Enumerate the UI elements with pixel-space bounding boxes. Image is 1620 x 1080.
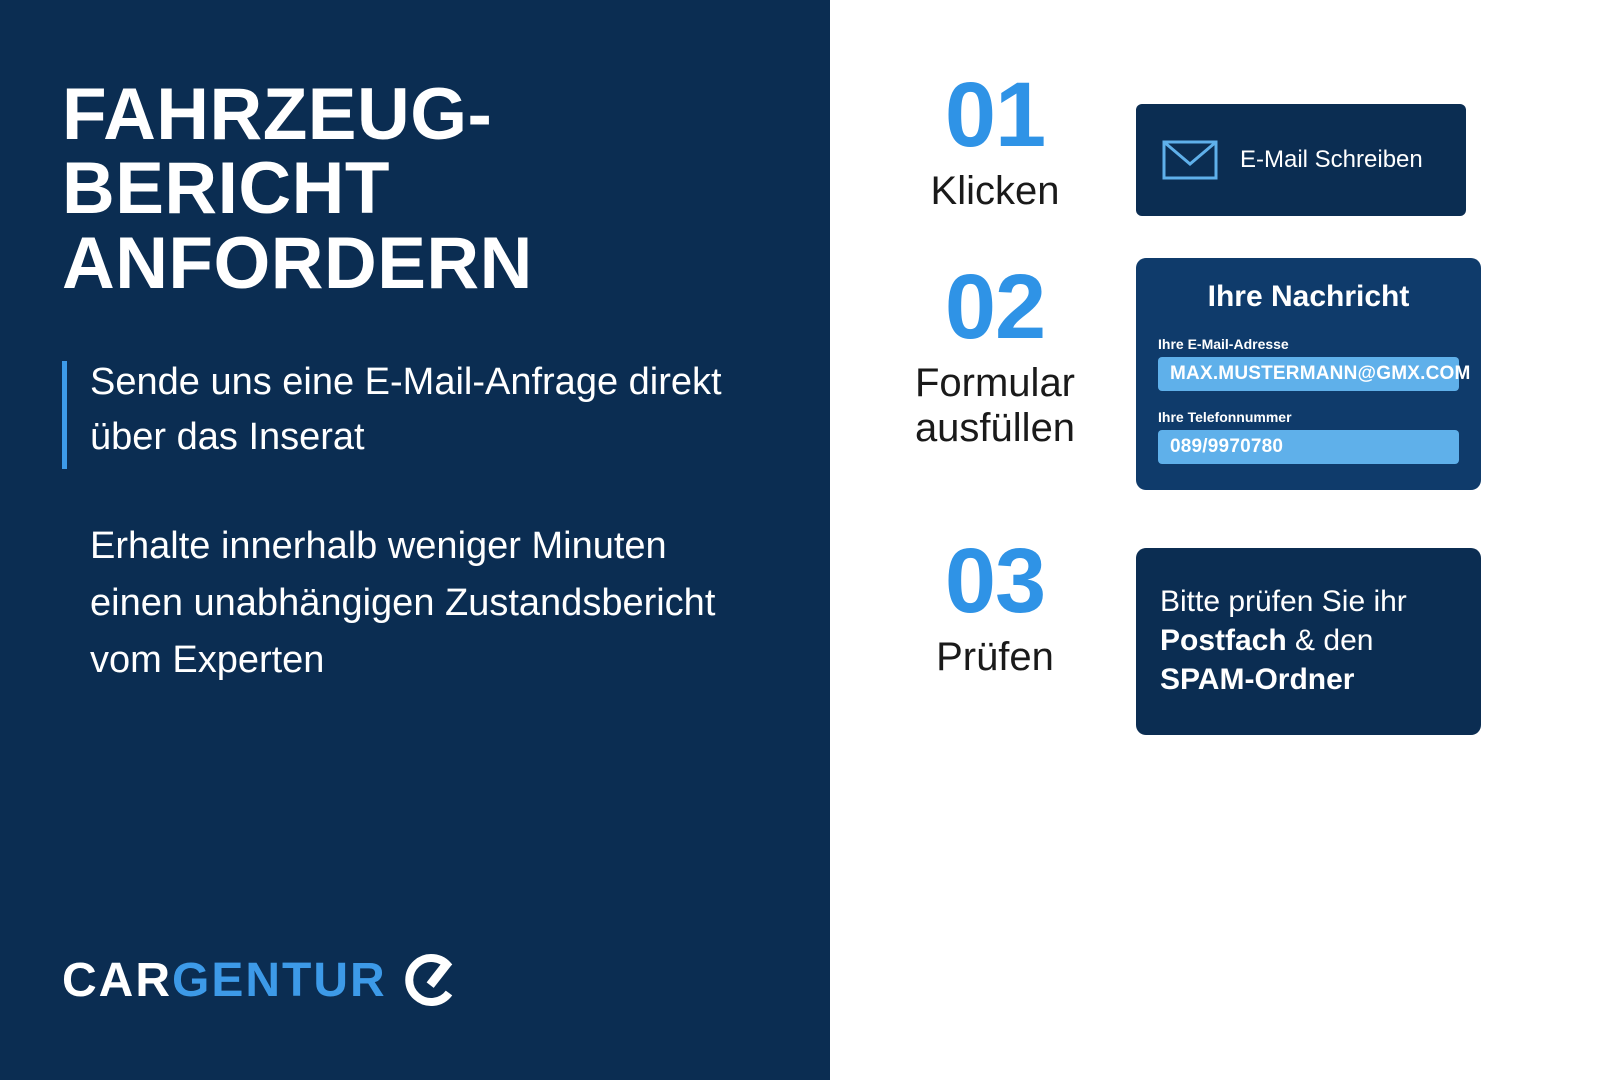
brand-logo — [62, 952, 461, 1008]
quote-line-2: direkt über das Inserat — [90, 361, 722, 459]
step-01 — [880, 58, 1590, 216]
quote-block — [62, 355, 760, 465]
email-write-button-label: E-Mail Schreiben — [1240, 146, 1423, 173]
page-title — [62, 64, 760, 304]
message-form-title: Ihre Nachricht — [1207, 280, 1410, 313]
step-02-number: 02 — [944, 256, 1046, 358]
logo-wordmark — [62, 953, 387, 1008]
check-inbox-spam: SPAM-Ordner — [1160, 663, 1355, 696]
subtext-line-1: Erhalte innerhalb weniger Minuten — [90, 524, 667, 567]
logo-text-gentur: GENTUR — [172, 953, 387, 1007]
logo-text-car: CAR — [62, 953, 172, 1007]
step-02-label-line-2: ausfüllen — [914, 406, 1076, 451]
check-inbox-card — [1136, 548, 1481, 735]
check-inbox-line-2 — [1160, 621, 1457, 660]
step-01-number: 01 — [944, 64, 1046, 166]
step-01-right — [1110, 58, 1590, 216]
headline-line-1: FAHRZEUG- — [62, 74, 493, 155]
subtext-block — [62, 518, 760, 689]
step-03 — [880, 524, 1590, 735]
step-02 — [880, 250, 1590, 490]
step-01-left — [880, 58, 1110, 214]
step-01-label: Klicken — [930, 169, 1060, 214]
email-field-label: Ihre E-Mail-Adresse — [1158, 336, 1289, 352]
step-03-label: Prüfen — [936, 635, 1054, 680]
message-form-card — [1136, 258, 1481, 490]
phone-field[interactable]: 089/9970780 — [1158, 430, 1459, 464]
subtext-line-2: einen unabhängigen — [90, 581, 435, 624]
steps-panel — [830, 0, 1620, 1080]
subtext-line-3: Zustandsbericht vom Experten — [90, 581, 716, 681]
check-inbox-postfach: Postfach — [1160, 624, 1287, 657]
email-write-button[interactable] — [1136, 104, 1466, 216]
step-03-left — [880, 524, 1110, 680]
logo-c-mark-icon — [405, 952, 461, 1008]
quote-line-1: Sende uns eine E-Mail-Anfrage — [90, 361, 619, 404]
quote-text — [90, 355, 760, 465]
headline-line-3: ANFORDERN — [62, 222, 533, 304]
check-inbox-line-2-rest: & den — [1286, 624, 1374, 657]
envelope-icon — [1162, 140, 1218, 180]
accent-bar — [62, 361, 67, 469]
subtext — [90, 518, 760, 689]
email-field[interactable]: MAX.MUSTERMANN@GMX.COM — [1158, 357, 1459, 391]
check-inbox-line-1: Bitte prüfen Sie ihr — [1160, 585, 1407, 618]
step-02-left — [880, 250, 1110, 451]
phone-field-label: Ihre Telefonnummer — [1158, 409, 1292, 425]
step-02-label-line-1: Formular — [914, 361, 1076, 406]
step-03-right — [1110, 524, 1590, 735]
step-02-right — [1110, 250, 1590, 490]
step-03-number: 03 — [944, 530, 1046, 632]
step-02-label — [880, 361, 1110, 451]
headline-line-2: BERICHT — [62, 148, 390, 230]
